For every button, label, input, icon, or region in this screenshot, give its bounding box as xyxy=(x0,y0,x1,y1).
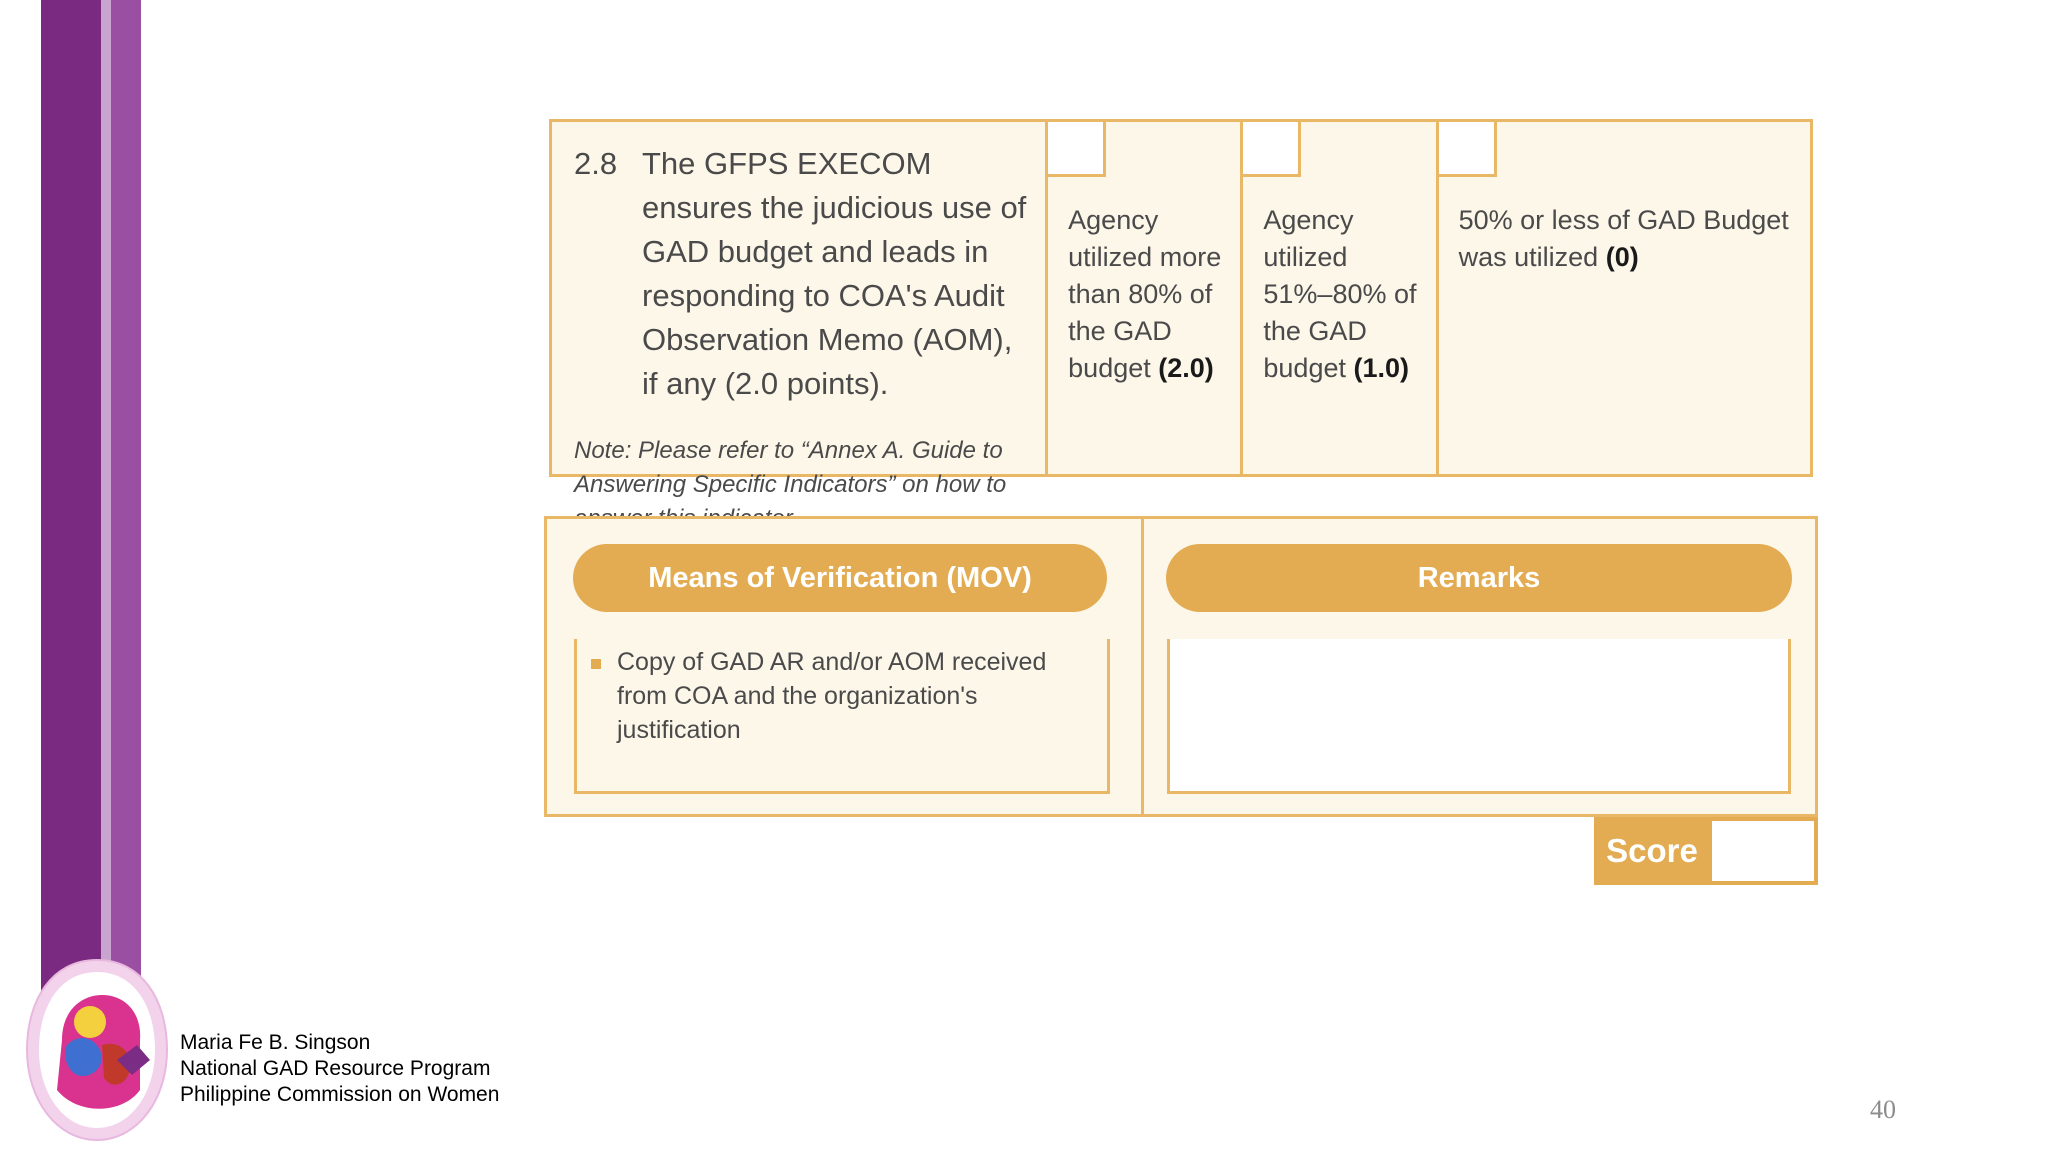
option-score-2: (1.0) xyxy=(1353,353,1410,383)
option-checkbox-1[interactable] xyxy=(1048,122,1106,177)
mov-remarks-divider xyxy=(1141,519,1144,814)
left-decor-bar-dark xyxy=(41,0,101,1000)
footer-name: Maria Fe B. Singson xyxy=(180,1031,371,1054)
indicator-description-cell xyxy=(552,122,1048,498)
remarks-header: Remarks xyxy=(1166,544,1792,612)
option-cell-1 xyxy=(1048,122,1243,474)
page-number: 40 xyxy=(1870,1095,1896,1124)
footer-org: Philippine Commission on Women xyxy=(180,1083,500,1106)
score-input[interactable] xyxy=(1712,821,1814,881)
mov-header: Means of Verification (MOV) xyxy=(573,544,1107,612)
option-checkbox-2[interactable] xyxy=(1243,122,1301,177)
mov-remarks-table xyxy=(544,516,1818,817)
square-bullet-icon xyxy=(591,659,601,669)
pcw-logo xyxy=(22,950,172,1150)
indicator-number: 2.8 xyxy=(574,146,618,181)
mov-list-item xyxy=(591,645,1087,747)
footer-program: National GAD Resource Program xyxy=(180,1057,491,1080)
score-box xyxy=(1594,817,1818,885)
option-score-3: (0) xyxy=(1605,242,1639,272)
option-cell-2 xyxy=(1243,122,1438,474)
mov-list xyxy=(574,639,1110,794)
option-text-2: Agency utilized 51%–80% of the GAD budget xyxy=(1263,205,1417,383)
score-label: Score xyxy=(1606,832,1698,869)
indicator-note: Note: Please refer to “Annex A. Guide to Answering Specific Indicators” on how to xyxy=(574,437,1007,498)
indicator-table xyxy=(549,119,1813,498)
indicator-text: The GFPS EXECOM ensures the judicious use of GAD budget and leads in responding to COA's Audit Observation Memo (AOM), if any (2.0 points). xyxy=(642,146,1027,401)
remarks-field[interactable] xyxy=(1167,639,1791,794)
option-text-3: 50% or less of GAD Budget was utilized xyxy=(1458,205,1789,272)
mov-item-text: Copy of GAD AR and/or AOM received from COA and the organization's justification xyxy=(617,648,1047,744)
option-score-1: (2.0) xyxy=(1158,353,1214,383)
option-text-1: Agency utilized more than 80% of the GAD budget xyxy=(1068,205,1222,383)
option-cell-3 xyxy=(1439,122,1810,474)
left-decor-bar-light xyxy=(111,0,141,1000)
left-decor-bar-gap xyxy=(101,0,111,1000)
option-checkbox-3[interactable] xyxy=(1439,122,1497,177)
footer-credits xyxy=(180,1030,499,1108)
